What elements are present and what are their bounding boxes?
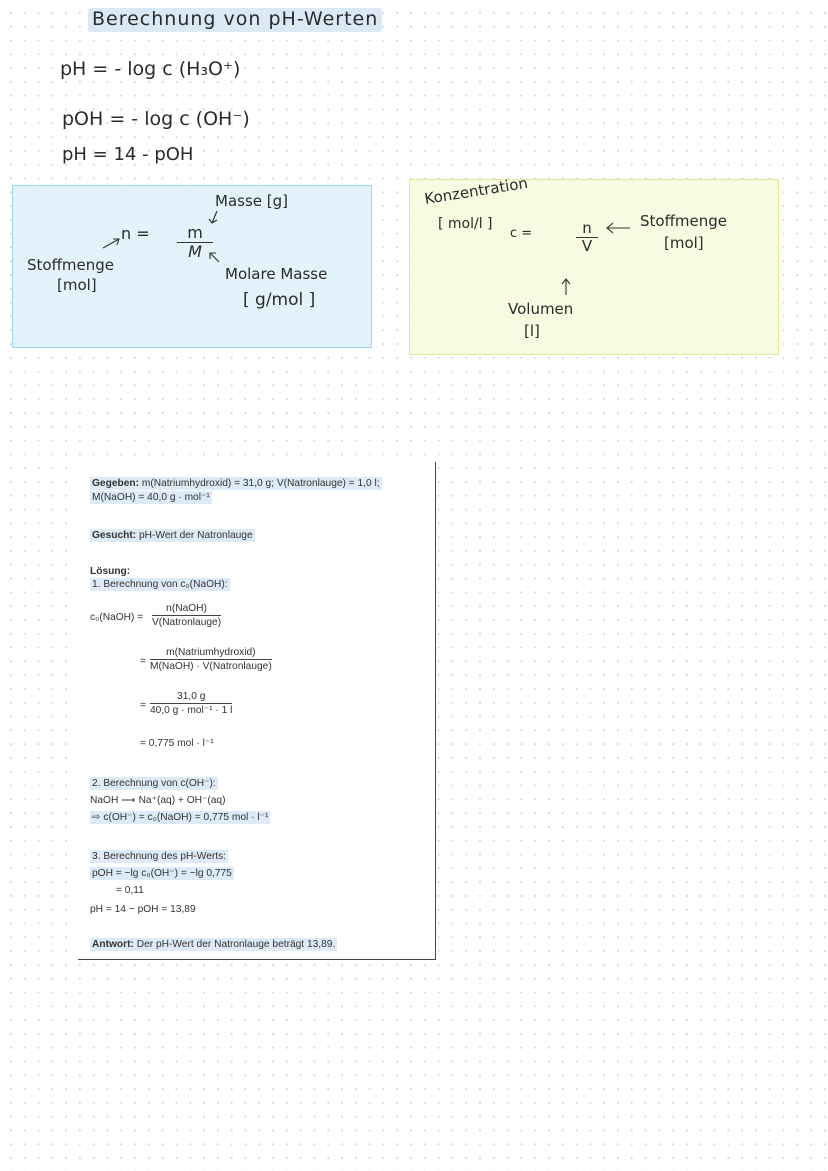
fraction-1: n(NaOH) V(Natronlauge) — [152, 603, 222, 628]
ph-line: pH = 14 − pOH = 13,89 — [90, 904, 196, 915]
arrow-up-right-icon — [101, 236, 123, 250]
poh-line: pOH = −lg c₀(OH⁻) = −lg 0,775 — [92, 868, 232, 879]
amount-label: Stoffmenge — [27, 256, 115, 274]
poh-value: = 0,11 — [116, 885, 144, 896]
given-label: Gegeben: — [92, 478, 139, 489]
step-2-title: 2. Berechnung von c(OH⁻): — [92, 778, 216, 789]
given-values-1: m(Natriumhydroxid) = 31,0 g; V(Natronlauge) = 1,0 l; — [141, 478, 380, 489]
mass-label: Masse [g] — [215, 192, 288, 210]
fraction-denominator: M — [188, 242, 202, 261]
arrow-up-left-icon — [207, 250, 221, 264]
step-3-title: 3. Berechnung des pH-Werts: — [92, 851, 227, 862]
volume-unit: [l] — [524, 322, 540, 340]
c0-lhs: c₀(NaOH) = — [90, 612, 144, 623]
molar-mass-box — [12, 185, 372, 348]
solution-label: Lösung: — [90, 566, 131, 577]
fraction-2: m(Natriumhydroxid) M(NaOH) · V(Natronlauge) — [150, 647, 272, 672]
concentration-unit: [ mol/l ] — [438, 216, 493, 232]
sought-line: Gesucht: pH-Wert der Natronlauge — [92, 530, 253, 541]
given-line-2: M(NaOH) = 40,0 g · mol⁻¹ — [92, 492, 210, 503]
arrow-up-icon — [560, 276, 572, 296]
fraction-numerator: m — [177, 224, 213, 243]
fraction-n-over-V — [576, 220, 598, 255]
molar-mass-unit: [ g/mol ] — [243, 290, 316, 310]
arrow-left-icon — [604, 222, 632, 234]
page-title: Berechnung von pH-Werten — [88, 8, 382, 30]
formula-ph: pH = - log c (H₃O⁺) — [60, 58, 241, 80]
reaction-equation: NaOH ⟶ Na⁺(aq) + OH⁻(aq) — [90, 795, 226, 806]
equals-sign-3: = — [140, 700, 146, 711]
formula-ph-from-poh: pH = 14 - pOH — [62, 144, 194, 165]
given-line-1 — [90, 478, 382, 489]
answer-line: Antwort: Der pH-Wert der Natronlauge beträgt 13,89. — [92, 939, 336, 950]
solution-panel — [78, 462, 436, 960]
step-2-result: ⇨ c(OH⁻) = c₀(NaOH) = 0,775 mol · l⁻¹ — [92, 812, 269, 823]
amount-unit: [mol] — [57, 276, 97, 294]
amount-unit: [mol] — [664, 234, 704, 252]
volume-label: Volumen — [508, 300, 574, 318]
equals-sign-2: = — [140, 656, 146, 667]
fraction-numerator: n — [576, 220, 598, 238]
concentration-lhs: c = — [510, 226, 533, 241]
fraction-3: 31,0 g 40,0 g · mol⁻¹ · 1 l — [150, 691, 233, 716]
amount-label: Stoffmenge — [640, 212, 728, 230]
step-1-title: 1. Berechnung von c₀(NaOH): — [92, 579, 228, 590]
formula-poh: pOH = - log c (OH⁻) — [62, 108, 250, 130]
molar-mass-label: Molare Masse — [225, 265, 328, 283]
formula-lhs: n = — [121, 224, 150, 243]
concentration-label: Konzentration — [423, 173, 530, 208]
fraction-denominator: V — [581, 237, 593, 255]
concentration-box — [409, 173, 779, 355]
c0-result: = 0,775 mol · l⁻¹ — [140, 738, 214, 749]
